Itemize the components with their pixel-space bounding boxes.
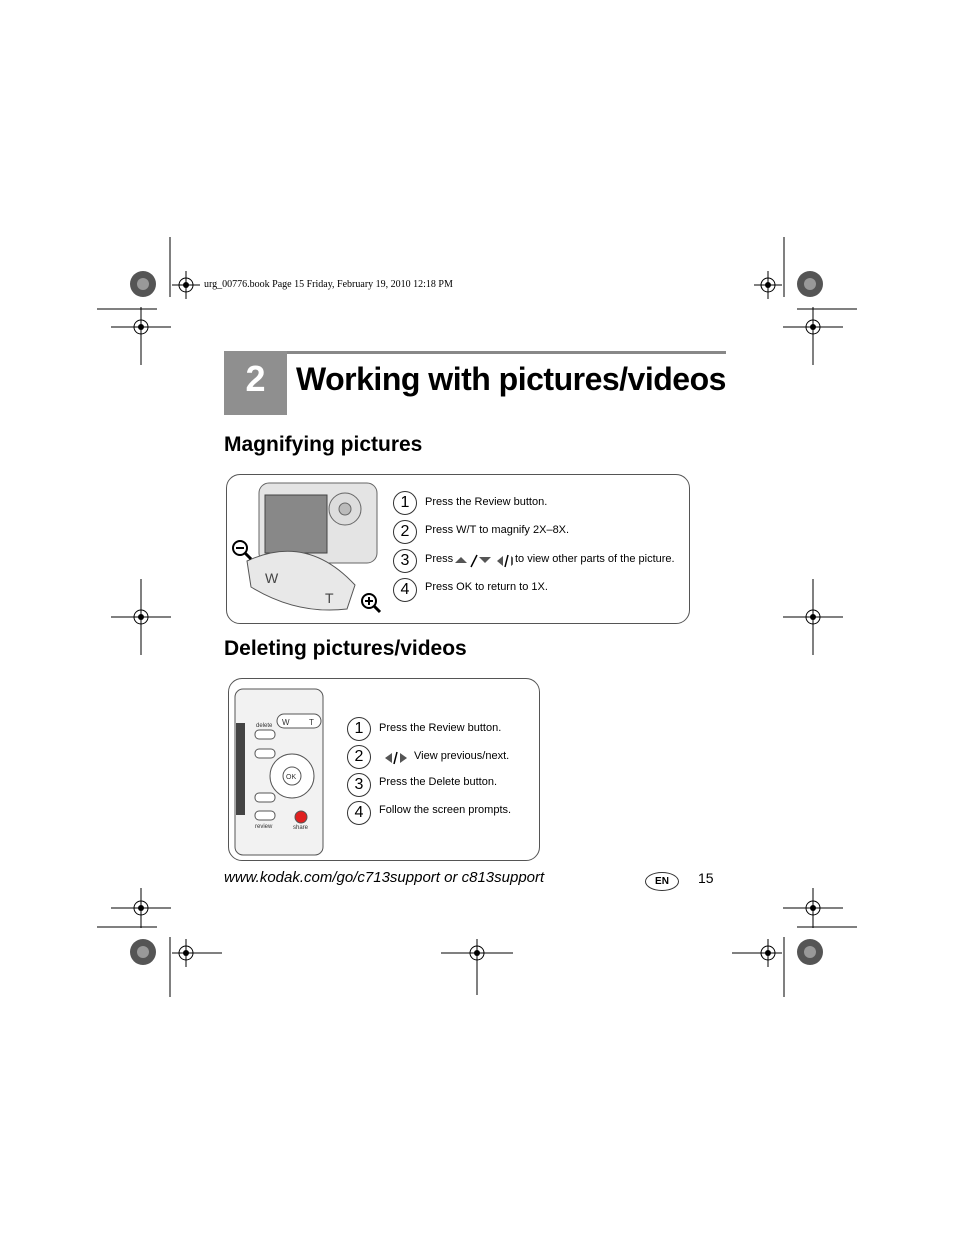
chapter-rule <box>287 351 726 354</box>
review-label: review <box>255 824 273 830</box>
delete-button-icon <box>255 730 275 739</box>
step-text: to view other parts of the picture. <box>515 553 675 565</box>
camera-zoom-illustration <box>227 475 392 623</box>
step-text: View previous/next. <box>414 750 510 762</box>
language-badge: EN <box>645 872 679 891</box>
support-url: www.kodak.com/go/c713support or c813support <box>224 869 545 886</box>
step-number: 3 <box>347 773 371 797</box>
step-text: Press the Delete button. <box>379 776 498 788</box>
step-text: Press the Review button. <box>425 496 548 508</box>
arrow-keys-icon <box>453 553 513 569</box>
review-button-icon <box>255 811 275 820</box>
delete-label: delete <box>256 723 273 729</box>
step-number: 1 <box>347 717 371 741</box>
print-header: urg_00776.book Page 15 Friday, February 19, 2010 12:18 PM <box>204 279 453 290</box>
tele-label: T <box>325 590 334 606</box>
step-number: 1 <box>393 491 417 515</box>
page-number: 15 <box>698 870 714 886</box>
step-number: 4 <box>347 801 371 825</box>
zoom-out-icon <box>233 541 251 559</box>
step-text: Press the Review button. <box>379 722 502 734</box>
step-text: Press OK to return to 1X. <box>425 581 548 593</box>
magnify-heading: Magnifying pictures <box>224 433 423 456</box>
step-number: 2 <box>393 520 417 544</box>
step-text: Follow the screen prompts. <box>379 804 512 816</box>
w-label: W <box>282 718 290 727</box>
delete-heading: Deleting pictures/videos <box>224 637 467 660</box>
left-right-arrow-icon <box>383 750 409 766</box>
chapter-title: Working with pictures/videos <box>296 361 726 397</box>
t-label: T <box>309 718 314 727</box>
step-text: Press W/T to magnify 2X–8X. <box>425 524 570 536</box>
info-button-icon <box>255 793 275 802</box>
share-label: share <box>293 825 309 831</box>
step-number: 2 <box>347 745 371 769</box>
ok-label: OK <box>286 774 297 781</box>
delete-panel <box>228 678 540 861</box>
chapter-number: 2 <box>224 351 287 415</box>
menu-button-icon <box>255 749 275 758</box>
step-number: 3 <box>393 549 417 573</box>
step-number: 4 <box>393 578 417 602</box>
step-text: Press <box>425 553 454 565</box>
wide-label: W <box>265 570 279 586</box>
magnify-panel <box>226 474 690 624</box>
zoom-in-icon <box>362 594 380 612</box>
share-button-icon <box>295 811 307 823</box>
camera-back-illustration <box>229 679 329 860</box>
